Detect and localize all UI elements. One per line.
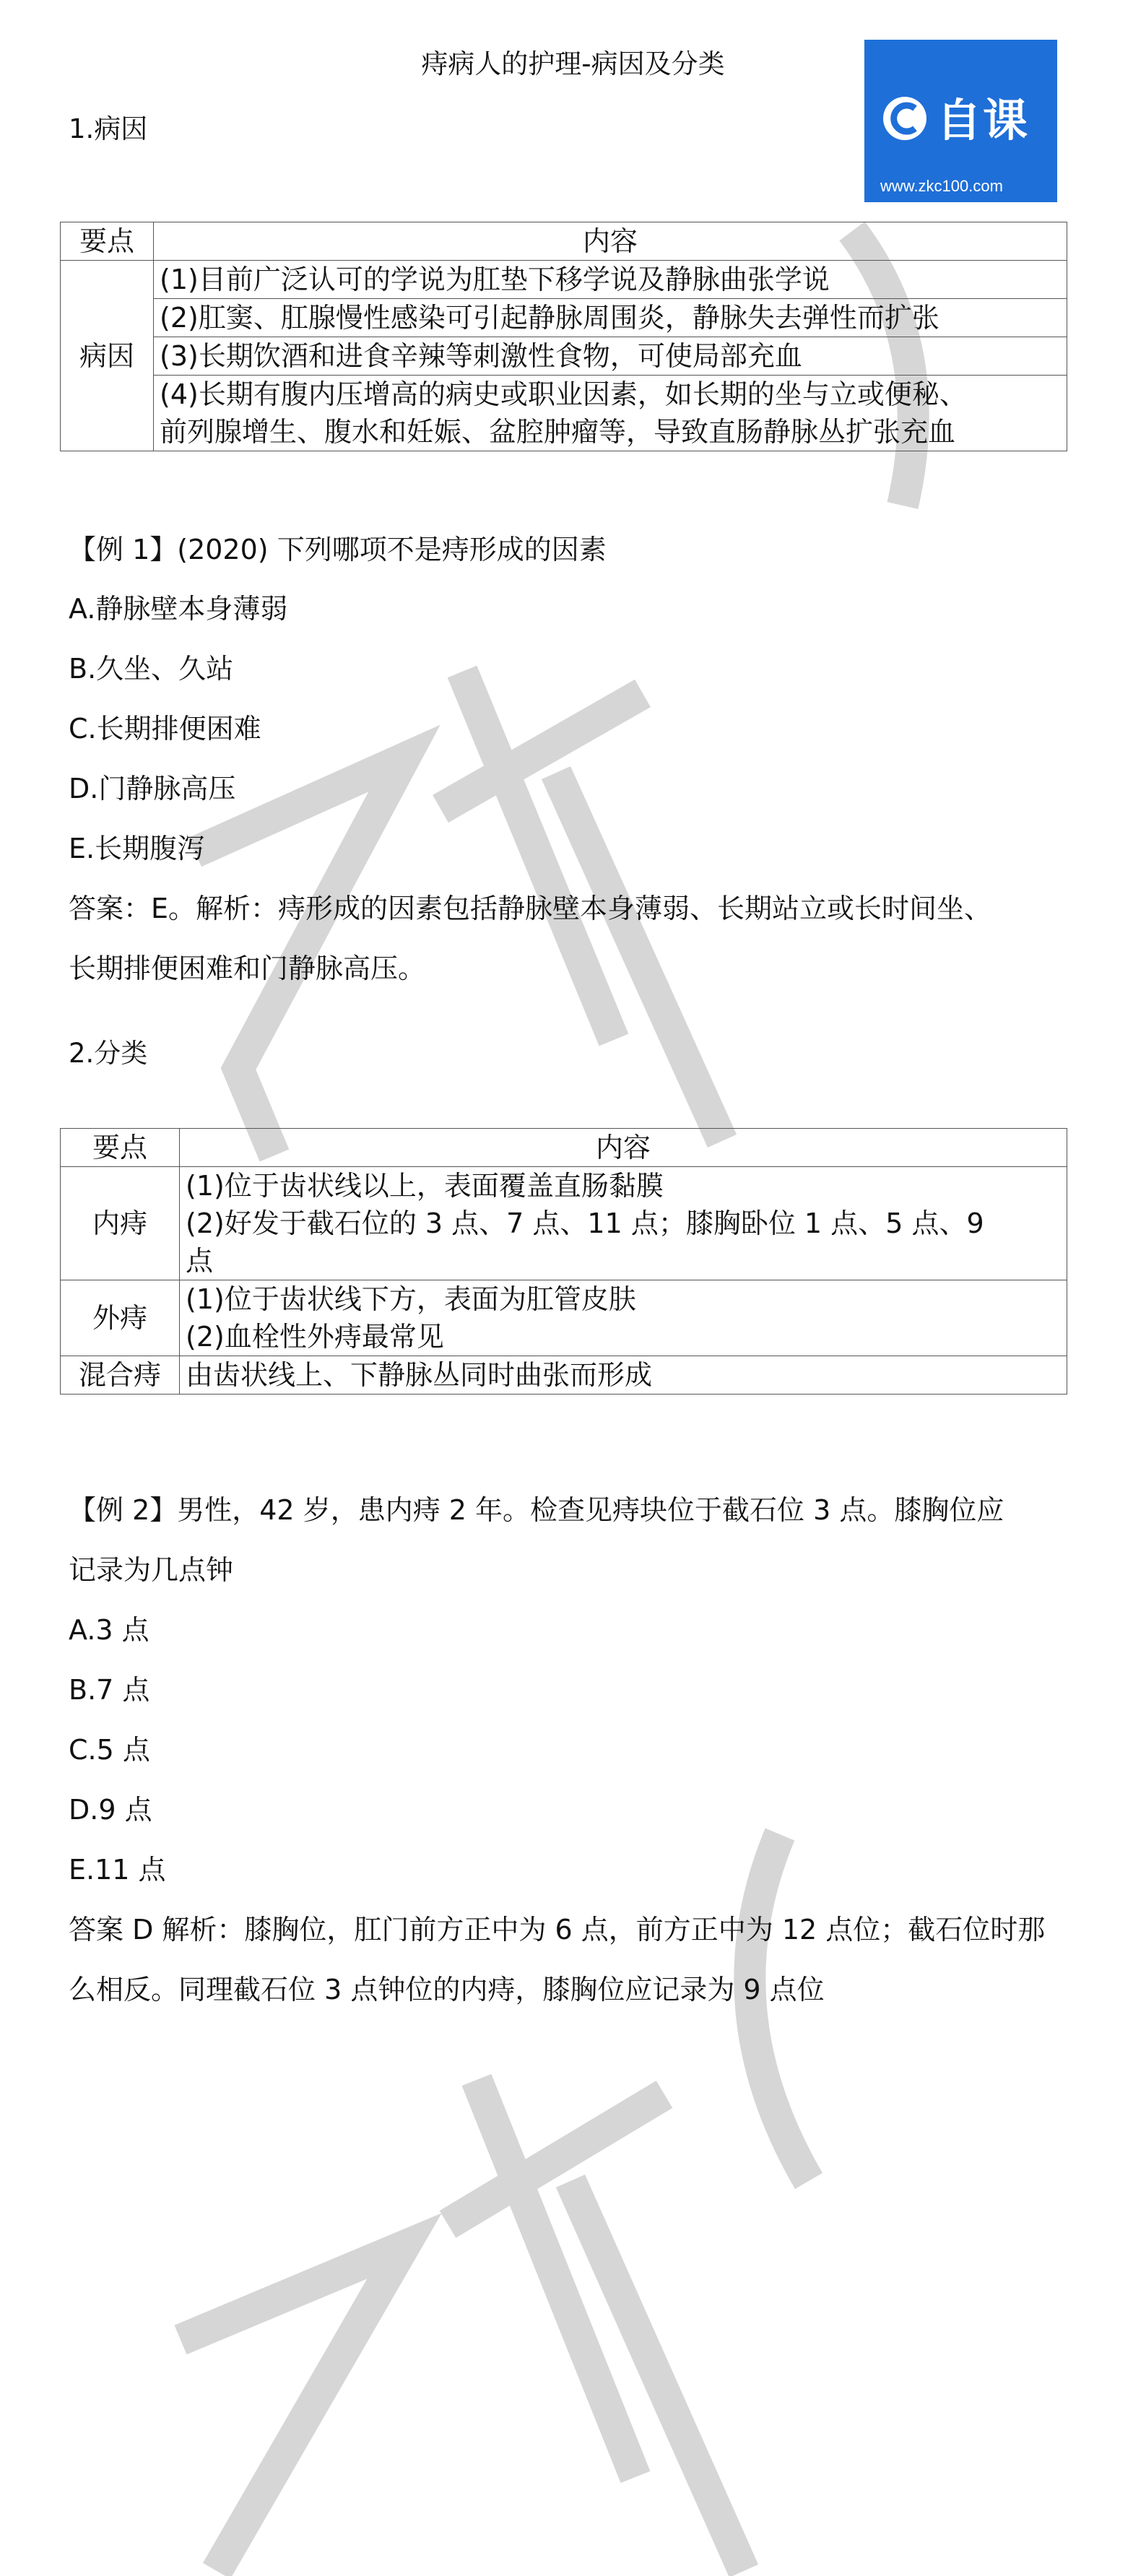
table-row	[61, 337, 1067, 376]
table-cell: (3)长期饮酒和进食辛辣等刺激性食物，可使局部充血	[154, 337, 1067, 376]
table-cell: (1)目前广泛认可的学说为肛垫下移学说及静脉曲张学说	[154, 261, 1067, 299]
table-row	[61, 299, 1067, 337]
cell-line: 点	[186, 1245, 214, 1277]
row-label: 混合痔	[61, 1356, 180, 1395]
table-header-row	[61, 222, 1067, 261]
table-header-row	[61, 1129, 1067, 1167]
table-cell: (2)肛窦、肛腺慢性感染可引起静脉周围炎，静脉失去弹性而扩张	[154, 299, 1067, 337]
cause-table	[60, 222, 1067, 451]
example1-option: B.久坐、久站	[69, 653, 234, 685]
table-row	[61, 261, 1067, 299]
example2-question-line: 【例 2】男性，42 岁，患内痔 2 年。检查见痔块位于截石位 3 点。膝胸位应	[69, 1494, 1004, 1526]
table-cell: 由齿状线上、下静脉丛同时曲张而形成	[180, 1356, 1067, 1395]
logo-url: www.zkc100.com	[880, 177, 1003, 195]
table-header-cell: 要点	[61, 1129, 180, 1167]
example2-answer-line: 么相反。同理截石位 3 点钟位的内痔，膝胸位应记录为 9 点位	[69, 1974, 825, 2005]
cell-line: (2)血栓性外痔最常见	[186, 1321, 444, 1353]
logo-c-icon	[880, 94, 929, 143]
zkc-logo	[864, 40, 1057, 202]
cell-line: (1)位于齿状线以上，表面覆盖直肠黏膜	[186, 1170, 664, 1202]
example1-answer-line: 答案：E。解析：痔形成的因素包括静脉壁本身薄弱、长期站立或长时间坐、	[69, 893, 992, 924]
example2-option: A.3 点	[69, 1614, 149, 1646]
page-title: 痔病人的护理-病因及分类	[421, 48, 725, 79]
example1-option: A.静脉壁本身薄弱	[69, 593, 288, 625]
example1-answer-line: 长期排便困难和门静脉高压。	[69, 953, 426, 984]
example2-option: B.7 点	[69, 1674, 150, 1706]
cell-line: 前列腺增生、腹水和妊娠、盆腔肿瘤等，导致直肠静脉丛扩张充血	[160, 416, 956, 448]
table-cell	[154, 376, 1067, 451]
example2-question-line: 记录为几点钟	[69, 1554, 234, 1586]
section1-heading: 1.病因	[69, 113, 148, 144]
example1-option: E.长期腹泻	[69, 833, 205, 864]
classification-table	[60, 1128, 1067, 1395]
example2-answer-line: 答案 D 解析：膝胸位，肛门前方正中为 6 点，前方正中为 12 点位；截石位时那	[69, 1914, 1046, 1946]
example2-option: D.9 点	[69, 1794, 152, 1826]
table-cell	[180, 1167, 1067, 1280]
row-label: 外痔	[61, 1280, 180, 1356]
logo-name: 自课	[937, 94, 1030, 147]
cell-line: (1)位于齿状线下方，表面为肛管皮肤	[186, 1283, 636, 1315]
cell-line: (2)好发于截石位的 3 点、7 点、11 点；膝胸卧位 1 点、5 点、9	[186, 1207, 984, 1239]
cell-line: (4)长期有腹内压增高的病史或职业因素，如长期的坐与立或便秘、	[160, 378, 967, 410]
section2-heading: 2.分类	[69, 1038, 148, 1069]
table-row	[61, 1280, 1067, 1356]
table-header-cell: 内容	[180, 1129, 1067, 1167]
table-header-cell: 内容	[154, 222, 1067, 261]
example1-question: 【例 1】(2020) 下列哪项不是痔形成的因素	[69, 534, 607, 565]
row-label: 内痔	[61, 1167, 180, 1280]
table-header-cell: 要点	[61, 222, 154, 261]
example1-option: C.长期排便困难	[69, 713, 261, 745]
table-row	[61, 1356, 1067, 1395]
row-label: 病因	[61, 261, 154, 451]
table-row	[61, 376, 1067, 451]
example1-option: D.门静脉高压	[69, 773, 236, 805]
table-row	[61, 1167, 1067, 1280]
example2-option: C.5 点	[69, 1734, 150, 1766]
example2-option: E.11 点	[69, 1854, 166, 1886]
table-cell	[180, 1280, 1067, 1356]
